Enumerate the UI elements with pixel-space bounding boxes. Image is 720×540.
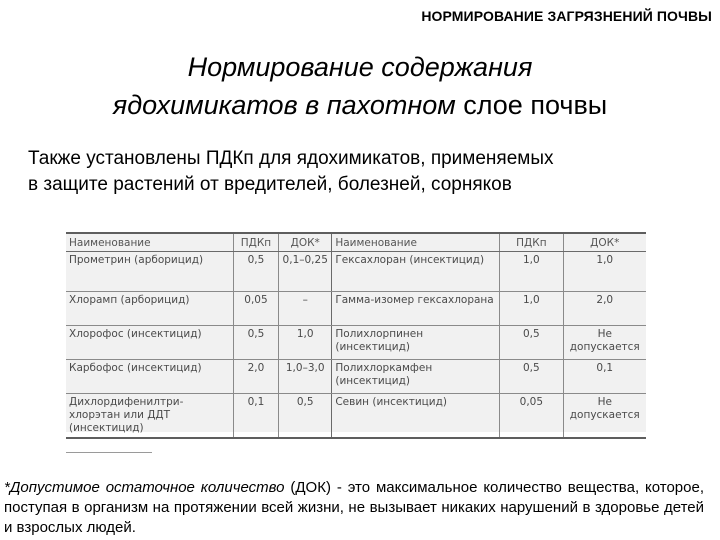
table-row [66,252,646,292]
cell-pdk-left: 0,5 [233,326,278,360]
intro-text [28,146,708,198]
table-row [66,360,646,394]
cell-name-left: Хлорамп (арборицид) [66,292,233,326]
title-line-2-normal: слое почвы [455,90,608,120]
cell-name-left: Хлорофос (инсектицид) [66,326,233,360]
intro-line-2: в защите растений от вредителей, болезней, сорняков [28,174,512,195]
cell-name-left: Прометрин (арборицид) [66,252,233,292]
cell-pdk-right: 0,5 [500,360,563,394]
footnote-text: (ДОК) - это максимальное количество вещества, которое, поступая в организм на протяжении всей жизни, не вызывает никаких нарушений в здоровье детей и взрослых людей. [4,479,704,536]
header-dok-right: ДОК* [563,233,646,252]
cell-name-left: Карбофос (инсектицид) [66,360,233,394]
cell-pdk-left: 2,0 [233,360,278,394]
header-name-left: Наименование [66,233,233,252]
cell-dok-left: 1,0 [279,326,332,360]
pesticide-norms-table [66,232,646,439]
header-pdk-right: ПДКп [500,233,563,252]
cell-dok-right: 0,1 [563,360,646,394]
cell-pdk-right: 0,5 [500,326,563,360]
cell-pdk-left: 0,5 [233,252,278,292]
cell-pdk-right: 0,05 [500,394,563,439]
title-line-2-italic: ядохимикатов в пахотном [112,90,456,120]
cell-name-left: Дихлордифенилтри-хлорэтан или ДДТ (инсектицид) [66,394,233,439]
table-row [66,326,646,360]
cell-dok-right: 2,0 [563,292,646,326]
table-header-row [66,233,646,252]
footnote [4,478,704,538]
cell-name-right: Гамма-изомер гексахлорана [332,292,500,326]
header-pdk-left: ПДКп [233,233,278,252]
cell-name-right: Севин (инсектицид) [332,394,500,439]
table-row [66,292,646,326]
cell-name-right: Полихлорпинен (инсектицид) [332,326,500,360]
cell-dok-left: – [279,292,332,326]
cell-dok-right: 1,0 [563,252,646,292]
page-header: НОРМИРОВАНИЕ ЗАГРЯЗНЕНИЙ ПОЧВЫ [421,8,712,24]
cell-dok-left: 1,0–3,0 [279,360,332,394]
cell-dok-left: 0,1–0,25 [279,252,332,292]
title-line-2 [20,86,700,124]
cell-dok-right: Не допускается [563,326,646,360]
title-line-1: Нормирование содержания [187,52,533,82]
cell-pdk-right: 1,0 [500,252,563,292]
slide-title [20,48,700,124]
header-dok-left: ДОК* [279,233,332,252]
header-name-right: Наименование [332,233,500,252]
cell-pdk-left: 0,05 [233,292,278,326]
cell-name-right: Гексахлоран (инсектицид) [332,252,500,292]
cell-dok-right: Не допускается [563,394,646,439]
cell-pdk-right: 1,0 [500,292,563,326]
cell-dok-left: 0,5 [279,394,332,439]
footnote-italic: *Допустимое остаточное количество [4,479,285,496]
cell-name-right: Полихлоркамфен (инсектицид) [332,360,500,394]
cell-pdk-left: 0,1 [233,394,278,439]
table-footnote-rule [66,452,152,453]
intro-line-1: Также установлены ПДКп для ядохимикатов, применяемых [28,148,554,169]
table-row [66,394,646,439]
scanned-table-image [66,232,646,432]
